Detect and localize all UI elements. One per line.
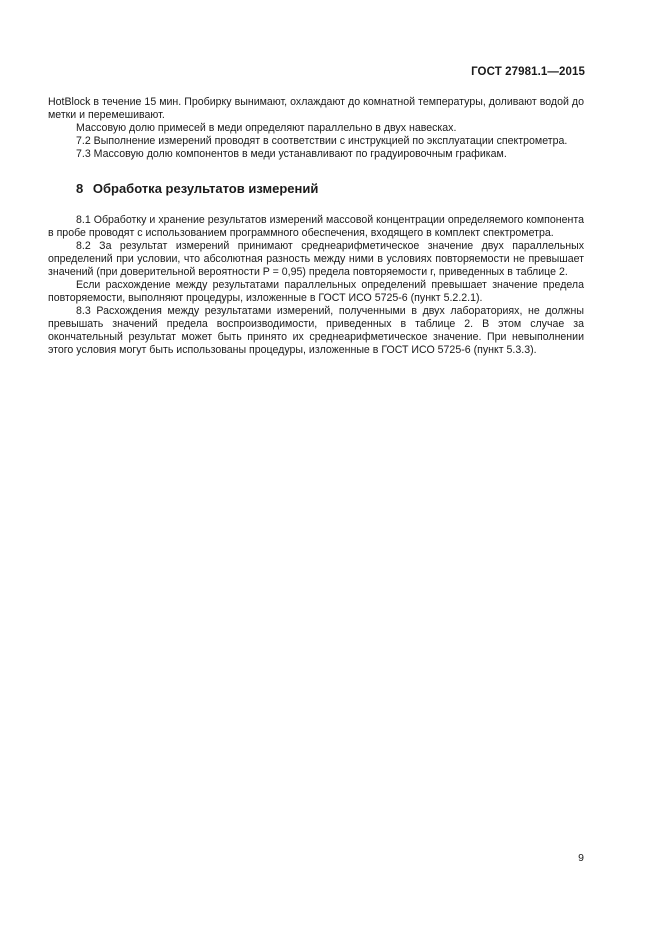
section-number: 8 (76, 181, 84, 196)
paragraph-continuation: HotBlock в течение 15 мин. Пробирку вынимают, охлаждают до комнатной температуры, доливают водой до метки и перемешивают. (48, 96, 584, 121)
page-number: 9 (578, 852, 584, 864)
paragraph-8-3: 8.3 Расхождения между результатами измерений, полученными в двух лабораториях, не должны превышать значений предела воспроизводимости, приведенных в таблице 2. В этом случае за окончательный результат может быть принято их среднеарифметическое значение. При невыполнении этого условия могут быть использованы процедуры, изложенные в ГОСТ ИСО 5725-6 (пункт 5.3.3). (48, 305, 584, 356)
paragraph-8-1: 8.1 Обработку и хранение результатов измерений массовой концентрации определяемого компонента в пробе проводят с использованием программного обеспечения, входящего в комплект спектрометра. (48, 214, 584, 239)
paragraph-7-2: 7.2 Выполнение измерений проводят в соответствии с инструкцией по эксплуатации спектрометра. (76, 135, 568, 147)
paragraph-parallel-samples: Массовую долю примесей в меди определяют параллельно в двух навесках. (76, 122, 457, 134)
paragraph-8-2: 8.2 За результат измерений принимают среднеарифметическое значение двух параллельных определений при условии, что абсолютная разность между ними в условиях повторяемости не превышает значений (при доверительной вероятности P = 0,95) предела повторяемости r, приведенных в таблице 2. (48, 240, 584, 278)
section-title: Обработка результатов измерений (92, 181, 319, 196)
paragraph-repeatability-limit: Если расхождение между результатами параллельных определений превышает значение предела повторяемости, выполняют процедуры, изложенные в ГОСТ ИСО 5725-6 (пункт 5.2.2.1). (48, 279, 584, 304)
page-content (48, 96, 584, 357)
section-heading (76, 181, 584, 197)
document-header: ГОСТ 27981.1—2015 (471, 66, 585, 78)
paragraph-7-3: 7.3 Массовую долю компонентов в меди устанавливают по градуировочным графикам. (76, 148, 507, 160)
